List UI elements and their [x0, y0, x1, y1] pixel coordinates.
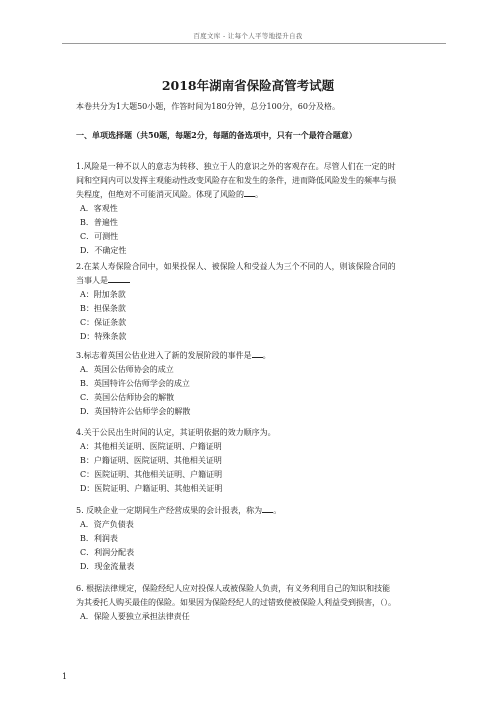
option-d: D．英国特许公估师学会的解散: [80, 407, 191, 416]
stem-line: 当事人是: [76, 276, 108, 285]
question-6: [76, 582, 448, 624]
stem-end: 。: [262, 351, 271, 360]
section-heading: 一、单项选择题（共50题，每题2分，每题的备选项中，只有一个最符合题意）: [76, 130, 357, 140]
option-b: B：户籍证明、医院证明、其他相关证明: [80, 456, 222, 465]
option-b: B．普遍性: [80, 218, 118, 227]
answer-blank: [244, 188, 255, 197]
option-c: C：医院证明、其他相关证明、户籍证明: [80, 470, 223, 479]
question-stem: [76, 582, 448, 610]
option-b: B．英国特许公估师学会的成立: [80, 379, 190, 388]
stem-line: 间和空间内可以发挥主观能动性改变风险存在和发生的条件，进而降低风险发生的频率与损: [76, 176, 396, 185]
answer-blank: [262, 504, 273, 513]
stem-end: 。: [273, 506, 282, 515]
option-a: A．保险人要独立承担法律责任: [80, 612, 190, 621]
question-stem: [76, 349, 448, 363]
stem-line: 5. 反映企业一定期间生产经营成果的会计报表，称为: [76, 506, 263, 515]
stem-line: 失程度，但绝对不可能消灭风险。体现了风险的: [76, 190, 244, 199]
option-a: A．英国公估师协会的成立: [80, 365, 174, 374]
option-a: A：其他相关证明、医院证明、户籍证明: [80, 442, 222, 451]
question-stem: [76, 504, 448, 518]
option-b: B：担保条款: [80, 304, 126, 313]
option-d: D：医院证明、户籍证明、其他相关证明: [80, 484, 223, 493]
option-c: C：保证条款: [80, 318, 127, 327]
option-d: D．不确定性: [80, 246, 127, 255]
document-title: 2018年湖南省保险高管考试题: [161, 78, 335, 93]
option-b: B．利润表: [80, 534, 118, 543]
option-a: A．资产负债表: [80, 520, 134, 529]
option-c: C．可测性: [80, 232, 119, 241]
stem-line: 3.标志着英国公估业进入了新的发展阶段的事件是: [76, 351, 252, 360]
answer-blank: [108, 274, 130, 283]
option-d: D：特殊条款: [80, 332, 127, 341]
question-stem: [76, 426, 448, 440]
stem-line: 2.在某人寿保险合同中，如果投保人、被保险人和受益人为三个不同的人，则该保险合同的: [76, 262, 396, 271]
answer-blank: [252, 349, 263, 358]
question-2: [76, 260, 448, 344]
stem-line: 1.风险是一种不以人的意志为转移、独立于人的意识之外的客观存在。尽管人们在一定的时: [76, 162, 396, 171]
option-a: A．客观性: [80, 204, 118, 213]
option-c: C．利润分配表: [80, 548, 135, 557]
question-stem: [76, 260, 448, 288]
option-d: D．现金流量表: [80, 562, 135, 571]
header-divider: [62, 43, 446, 44]
exam-instructions: 本卷共分为1大题50小题，作答时间为180分钟，总分100分，60分及格。: [76, 102, 340, 111]
question-3: [76, 349, 448, 419]
stem-line: 6. 根据法律规定，保险经纪人应对投保人或被保险人负责，有义务利用自己的知识和技能: [76, 584, 391, 593]
stem-end: 。: [255, 190, 263, 199]
question-stem: [76, 160, 448, 202]
question-5: [76, 504, 448, 574]
option-a: A：附加条款: [80, 290, 126, 299]
question-4: [76, 426, 448, 496]
page-header: 百度文库 - 让每个人平等地提升自我: [193, 32, 303, 40]
question-1: [76, 160, 448, 258]
stem-line: 为其委托人购买最佳的保险。如果因为保险经纪人的过错致使被保险人利益受到损害，（）。: [76, 598, 396, 607]
page-number: 1: [62, 672, 68, 681]
stem-line: 4.关于公民出生时间的认定，其证明依据的效力顺序为。: [76, 428, 276, 437]
option-c: C．英国公估师协会的解散: [80, 393, 175, 402]
